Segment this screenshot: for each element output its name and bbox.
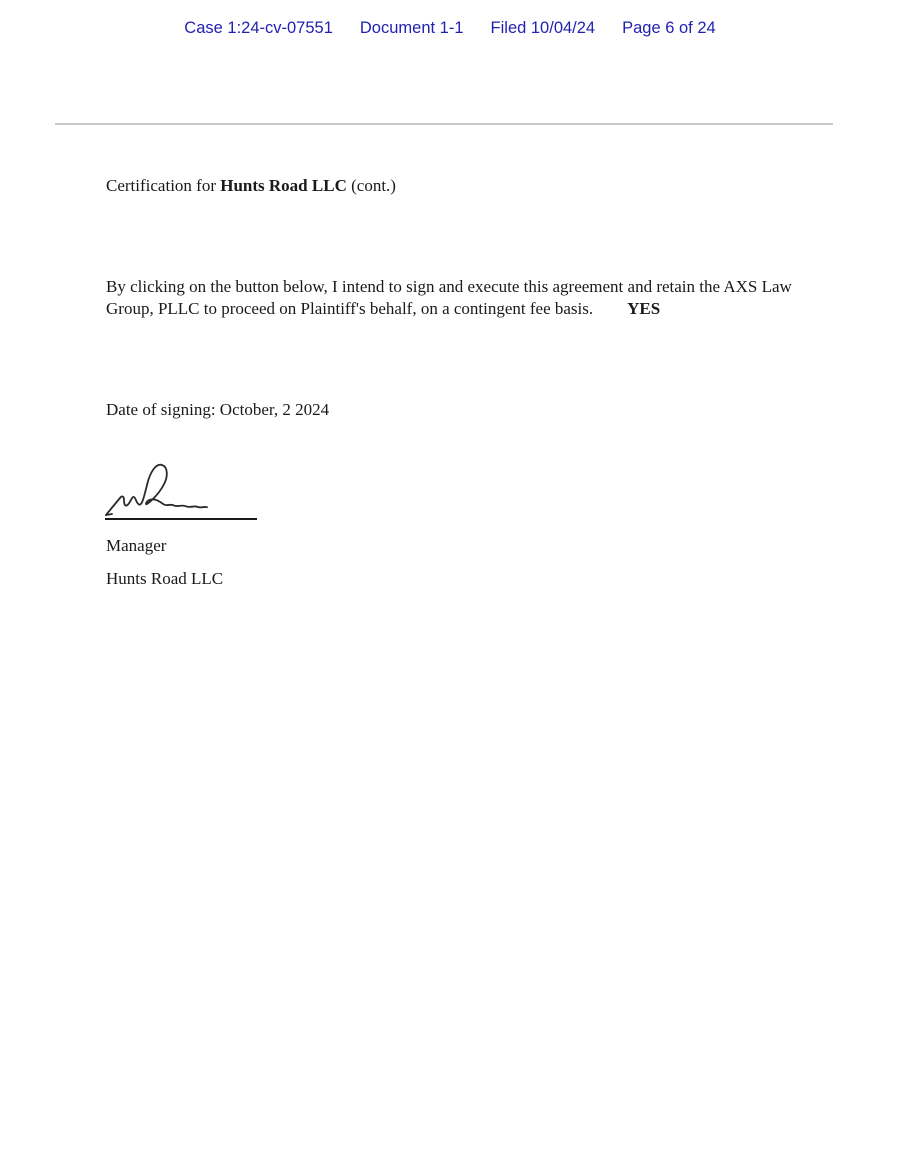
filed-date: Filed 10/04/24 — [490, 19, 596, 37]
agreement-answer-yes: YES — [627, 299, 661, 318]
certification-entity: Hunts Road LLC — [220, 176, 347, 195]
certification-prefix: Certification for — [106, 176, 221, 195]
agreement-paragraph — [106, 276, 796, 320]
agreement-text: By clicking on the button below, I intend to sign and execute this agreement and retain the AXS Law Group, PLLC to proceed on Plaintiff's behalf, on a contingent fee basis. — [106, 277, 792, 318]
signer-entity: Hunts Road LLC — [106, 569, 224, 588]
document-number: Document 1-1 — [359, 19, 464, 37]
certification-line — [106, 175, 396, 197]
date-of-signing-line: Date of signing: October, 2 2024 — [106, 400, 330, 419]
signer-role: Manager — [106, 536, 167, 555]
signature-scribble-icon — [103, 459, 243, 519]
case-number: Case 1:24-cv-07551 — [184, 19, 333, 37]
case-stamp-header — [0, 19, 900, 38]
header-divider — [55, 123, 833, 125]
signature-line — [105, 518, 257, 520]
page-number: Page 6 of 24 — [622, 19, 716, 37]
certification-suffix: (cont.) — [346, 176, 396, 195]
